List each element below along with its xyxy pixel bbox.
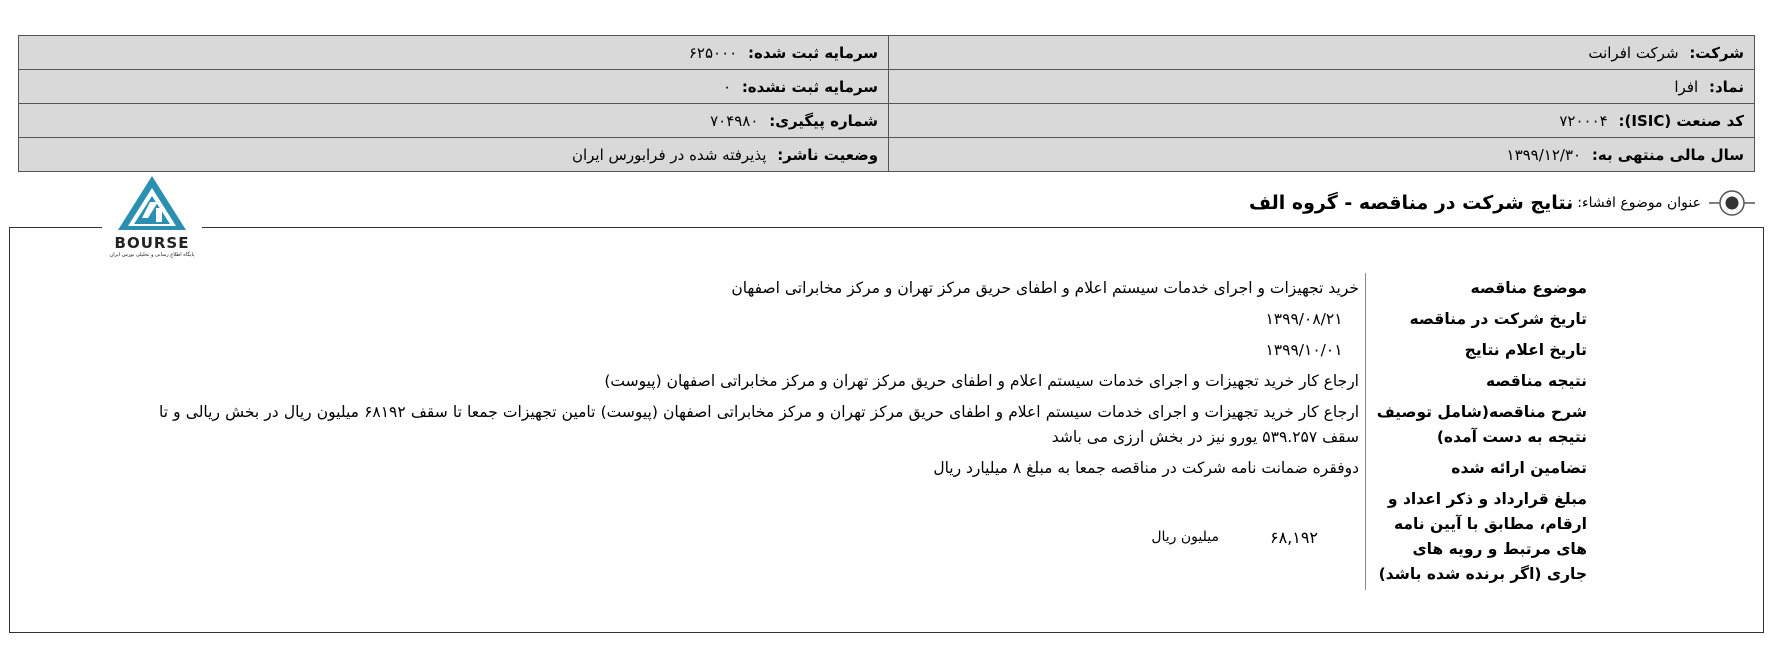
publisher-status-label: وضعیت ناشر: [777,145,879,164]
description-value: ارجاع کار خرید تجهیزات و اجرای خدمات سیستم اعلام و اطفای حریق مرکز تهران و مرکز مخابراتی اصفهان (پیوست) تامین تجهیزات جمعا تا سقف ۶۸۱۹۲ میلیون ریال در بخش ریالی و تا سقف ۵۳۹.۲۵۷ یورو نیز در بخش ارزی می باشد [159,403,1359,446]
company-info-table [18,35,1755,172]
unregistered-capital-cell [19,70,889,104]
symbol-cell [889,70,1755,104]
result-date-label: تاریخ اعلام نتایج [1366,335,1594,366]
symbol-label: نماد: [1708,77,1744,96]
result-label: نتیجه مناقصه [1366,366,1594,397]
contract-amount-wrap [159,525,1359,550]
detail-row [153,273,1593,304]
participation-date-label: تاریخ شرکت در مناقصه [1366,304,1594,335]
detail-row [153,453,1593,484]
participation-date-cell [153,304,1366,335]
company-label: شرکت: [1689,43,1744,62]
detail-row [153,484,1593,590]
disclosure-details-box [9,227,1764,633]
info-row [19,36,1755,70]
publisher-status-value: پذیرفته شده در فرابورس ایران [571,145,767,164]
description-label: شرح مناقصه(شامل توصیف نتیجه به دست آمده) [1366,397,1594,453]
isic-cell [889,104,1755,138]
detail-row [153,366,1593,397]
bourse-logo [102,172,202,264]
bourse-logo-mark-icon [102,172,202,236]
disclosure-title-row [1249,185,1755,221]
disclosure-title-prefix: عنوان موضوع افشاء: [1577,195,1701,211]
company-value: شرکت افرانت [1588,43,1679,62]
publisher-status-cell [19,138,889,172]
tracking-number-value: ۷۰۴۹۸۰ [710,111,759,130]
info-row [19,70,1755,104]
result-date-cell [153,335,1366,366]
registered-capital-label: سرمایه ثبت شده: [747,43,879,62]
subject-value: خرید تجهیزات و اجرای خدمات سیستم اعلام و اطفای حریق مرکز تهران و مرکز مخابراتی اصفهان [731,279,1359,297]
detail-row [153,397,1593,453]
company-cell [889,36,1755,70]
contract-amount-unit: میلیون ریال [1151,528,1219,545]
symbol-value: افرا [1674,77,1699,96]
logo-subtitle: پایگاه اطلاع رسانی و تحلیلی بورس ایران [109,252,195,258]
result-date-value: ۱۳۹۹/۱۰/۰۱ [1265,341,1343,359]
registered-capital-cell [19,36,889,70]
contract-amount-cell [153,484,1366,590]
result-value: ارجاع کار خرید تجهیزات و اجرای خدمات سیستم اعلام و اطفای حریق مرکز تهران و مرکز مخابراتی اصفهان (پیوست) [604,372,1359,390]
contract-amount-value: ۶۸,۱۹۲ [1269,527,1319,547]
fiscal-year-value: ۱۳۹۹/۱۲/۳۰ [1506,145,1582,164]
participation-date-value: ۱۳۹۹/۰۸/۲۱ [1265,310,1343,328]
fiscal-year-cell [889,138,1755,172]
info-row [19,104,1755,138]
guarantees-label: تضامین ارائه شده [1366,453,1594,484]
isic-value: ۷۲۰۰۰۴ [1559,111,1608,130]
logo-text: BOURSE [114,234,190,252]
tracking-number-label: شماره پیگیری: [769,111,879,130]
subject-label: موضوع مناقصه [1366,273,1594,304]
target-bullet-icon [1709,185,1755,221]
contract-amount-label: مبلغ قرارداد و ذکر اعداد و ارقام، مطابق با آیین نامه های مرتبط و رویه های جاری (اگر برنده شده باشد) [1366,484,1594,590]
disclosure-title: نتایج شرکت در مناقصه - گروه الف [1248,192,1574,214]
info-row [19,138,1755,172]
detail-row [153,335,1593,366]
registered-capital-value: ۶۲۵۰۰۰ [688,43,738,62]
tender-details-table [153,273,1593,590]
isic-label: کد صنعت (ISIC): [1618,111,1744,130]
guarantees-value: دوفقره ضمانت نامه شرکت در مناقصه جمعا به مبلغ ۸ میلیارد ریال [933,459,1359,477]
unregistered-capital-label: سرمایه ثبت نشده: [741,77,879,96]
detail-row [153,304,1593,335]
unregistered-capital-value: ۰ [722,77,732,96]
fiscal-year-label: سال مالی منتهی به: [1591,145,1744,164]
tracking-number-cell [19,104,889,138]
